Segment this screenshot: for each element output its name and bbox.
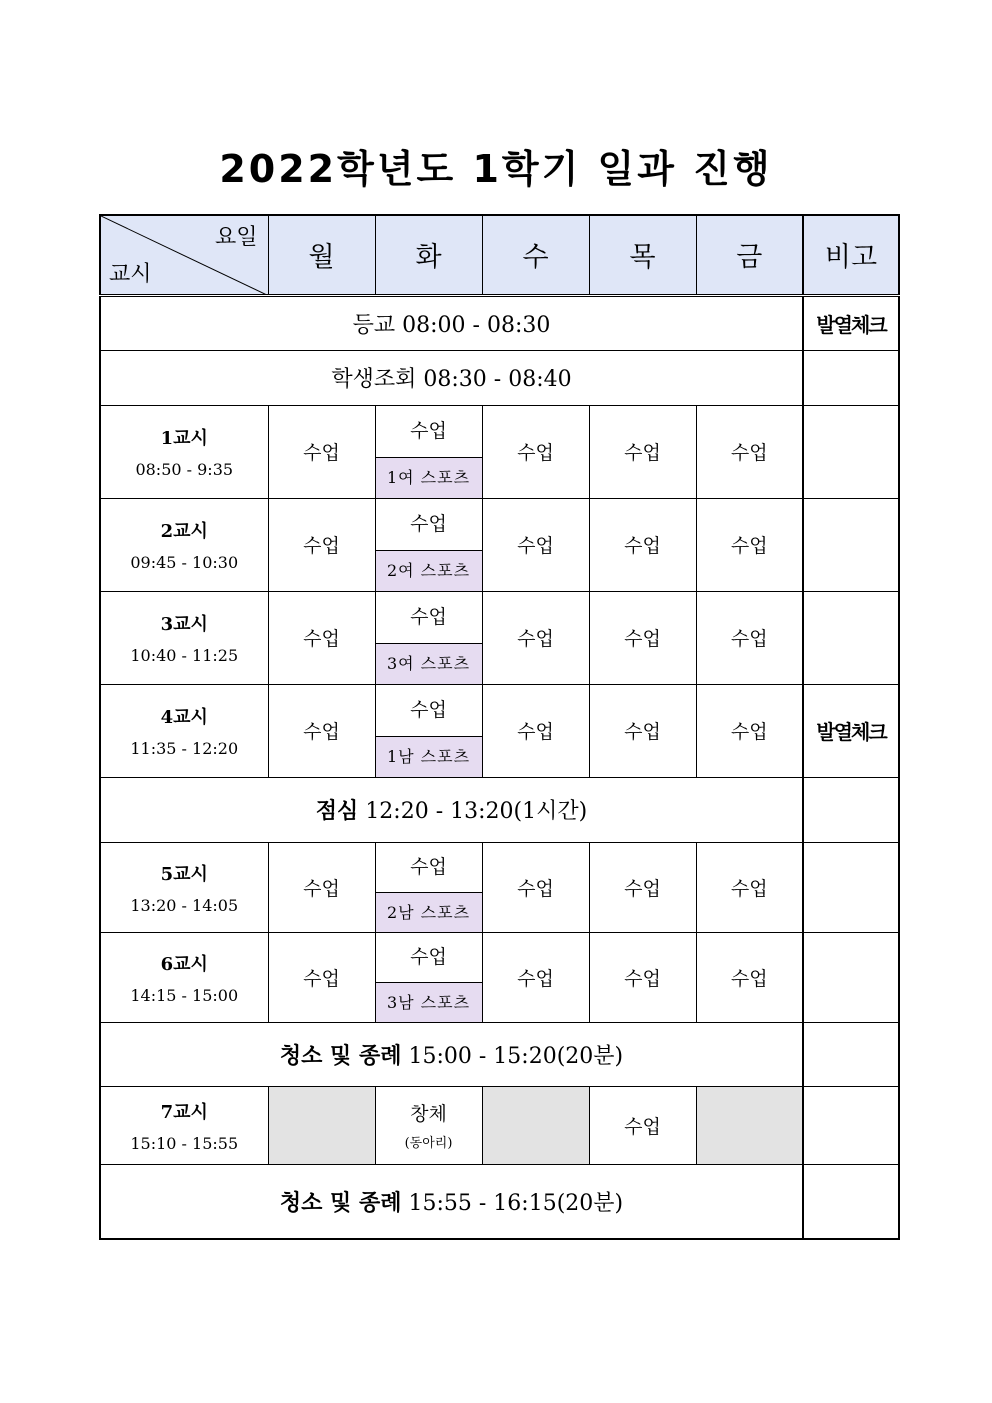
tue-class: 수업 (410, 512, 447, 535)
period-note: 발열체크 (803, 684, 899, 777)
day-header-fri: 금 (696, 215, 803, 295)
cell-wed: 수업 (482, 684, 589, 777)
arrival-cell (100, 295, 803, 350)
cleaning-label-1: 청소 및 종례 (279, 1043, 402, 1069)
cell-thu: 수업 (589, 932, 696, 1022)
cell-wed: 수업 (482, 591, 589, 684)
period-note (803, 498, 899, 591)
tue-sports: 1여 스포츠 (376, 457, 482, 498)
period-name: 7교시 (160, 1101, 208, 1123)
page-title: 2022학년도 1학기 일과 진행 (219, 147, 773, 191)
tue-sports: 3여 스포츠 (376, 643, 482, 684)
cell-fri: 수업 (696, 405, 803, 498)
cell-tue (375, 842, 482, 932)
period-time: 13:20 - 14:05 (130, 895, 239, 915)
period-row (100, 591, 899, 684)
cell-tue (375, 405, 482, 498)
corner-period-label: 교시 (109, 261, 152, 287)
period-row (100, 498, 899, 591)
club-activity: 창체 (410, 1103, 447, 1125)
note-header: 비고 (803, 215, 899, 295)
cell-mon: 수업 (268, 842, 375, 932)
period-label-cell (100, 842, 268, 932)
period-name: 6교시 (160, 953, 208, 975)
period-7-row (100, 1086, 899, 1164)
cell-mon: 수업 (268, 591, 375, 684)
lunch-note (803, 777, 899, 842)
period-label-cell (100, 932, 268, 1022)
homeroom-time: 08:30 - 08:40 (423, 367, 572, 392)
cleaning-cell-2 (100, 1164, 803, 1239)
period-name: 2교시 (160, 521, 208, 542)
cell-wed-empty (482, 1086, 589, 1164)
arrival-time: 08:00 - 08:30 (402, 312, 551, 338)
cleaning-row-1 (100, 1022, 899, 1086)
period-row (100, 842, 899, 932)
cell-thu: 수업 (589, 498, 696, 591)
homeroom-note (803, 350, 899, 405)
period-note (803, 1086, 899, 1164)
cell-tue (375, 498, 482, 591)
period-row (100, 405, 899, 498)
lunch-row (100, 777, 899, 842)
header-row (100, 215, 899, 295)
tue-class: 수업 (410, 945, 447, 968)
period-time: 14:15 - 15:00 (130, 985, 239, 1005)
period-name: 1교시 (160, 428, 208, 449)
cell-mon-empty (268, 1086, 375, 1164)
arrival-label: 등교 (352, 312, 396, 338)
homeroom-row (100, 350, 899, 405)
cell-fri: 수업 (696, 842, 803, 932)
corner-cell (100, 215, 268, 295)
cell-thu: 수업 (589, 684, 696, 777)
cell-fri-empty (696, 1086, 803, 1164)
period-note (803, 932, 899, 1022)
period-label-cell (100, 684, 268, 777)
period-time: 09:45 - 10:30 (130, 553, 239, 572)
tue-class: 수업 (410, 605, 447, 628)
cell-mon: 수업 (268, 498, 375, 591)
day-header-wed: 수 (482, 215, 589, 295)
homeroom-cell (100, 350, 803, 405)
period-time: 15:10 - 15:55 (130, 1133, 239, 1153)
lunch-time: 12:20 - 13:20(1시간) (365, 799, 588, 824)
period-label-cell (100, 1086, 268, 1164)
tue-sports: 1남 스포츠 (376, 736, 482, 777)
period-note (803, 405, 899, 498)
cell-fri: 수업 (696, 684, 803, 777)
period-label-cell (100, 405, 268, 498)
cell-mon: 수업 (268, 405, 375, 498)
period-row (100, 684, 899, 777)
cell-wed: 수업 (482, 405, 589, 498)
arrival-note: 발열체크 (803, 295, 899, 350)
cell-tue (375, 684, 482, 777)
cell-mon: 수업 (268, 684, 375, 777)
tue-class: 수업 (410, 855, 447, 878)
corner-day-label: 요일 (214, 225, 258, 250)
cell-tue (375, 591, 482, 684)
period-name: 5교시 (160, 863, 208, 885)
lunch-label: 점심 (315, 799, 359, 824)
period-label-cell (100, 591, 268, 684)
cell-fri: 수업 (696, 591, 803, 684)
period-name: 4교시 (160, 707, 208, 728)
cell-fri: 수업 (696, 498, 803, 591)
cleaning-time-1: 15:00 - 15:20(20분) (408, 1043, 624, 1069)
tue-sports: 3남 스포츠 (376, 982, 482, 1022)
tue-sports: 2여 스포츠 (376, 550, 482, 591)
cleaning-label-2: 청소 및 종례 (279, 1190, 402, 1216)
cell-wed: 수업 (482, 842, 589, 932)
homeroom-label: 학생조회 (331, 367, 417, 392)
cleaning-note-2 (803, 1164, 899, 1239)
period-time: 10:40 - 11:25 (130, 646, 239, 665)
cell-tue-club (375, 1086, 482, 1164)
club-label: (동아리) (404, 1136, 453, 1151)
cell-thu: 수업 (589, 591, 696, 684)
tue-class: 수업 (410, 698, 447, 721)
period-time: 08:50 - 9:35 (135, 460, 234, 479)
cell-wed: 수업 (482, 498, 589, 591)
period-time: 11:35 - 12:20 (130, 739, 239, 758)
period-row (100, 932, 899, 1022)
cell-tue (375, 932, 482, 1022)
period-note (803, 591, 899, 684)
period-name: 3교시 (160, 614, 208, 635)
day-header-tue: 화 (375, 215, 482, 295)
period-note (803, 842, 899, 932)
cleaning-time-2: 15:55 - 16:15(20분) (408, 1190, 624, 1216)
cell-thu: 수업 (589, 1086, 696, 1164)
lunch-cell (100, 777, 803, 842)
cleaning-note-1 (803, 1022, 899, 1086)
cell-fri: 수업 (696, 932, 803, 1022)
tue-sports: 2남 스포츠 (376, 892, 482, 932)
cleaning-cell-1 (100, 1022, 803, 1086)
cell-mon: 수업 (268, 932, 375, 1022)
cleaning-row-2 (100, 1164, 899, 1239)
cell-thu: 수업 (589, 842, 696, 932)
day-header-mon: 월 (268, 215, 375, 295)
cell-wed: 수업 (482, 932, 589, 1022)
arrival-row (100, 295, 899, 350)
tue-class: 수업 (410, 419, 447, 442)
period-label-cell (100, 498, 268, 591)
cell-thu: 수업 (589, 405, 696, 498)
day-header-thu: 목 (589, 215, 696, 295)
schedule-table (99, 214, 900, 1240)
